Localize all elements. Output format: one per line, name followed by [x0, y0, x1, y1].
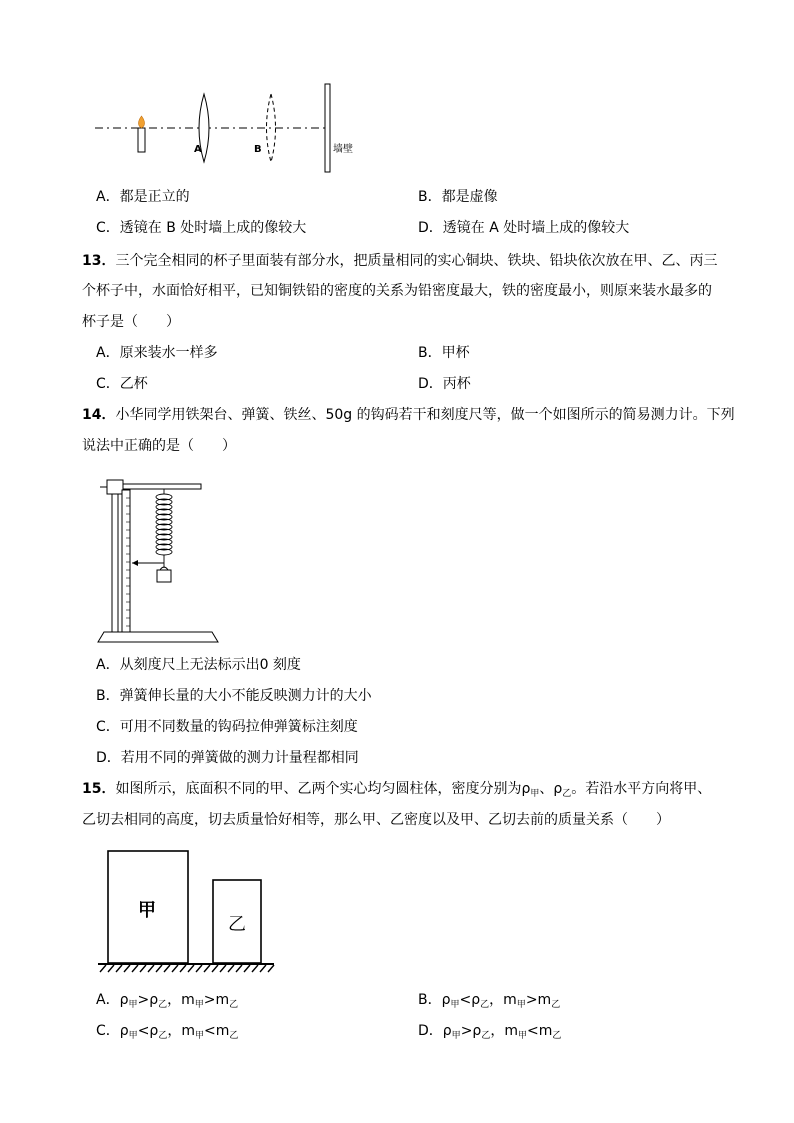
spring-icon [156, 489, 172, 568]
stand-base [98, 632, 218, 642]
q13-option-c[interactable]: C．乙杯 [96, 376, 148, 392]
lens-b [267, 94, 276, 162]
lens-figure [90, 80, 370, 175]
q13-option-d[interactable]: D．丙杯 [418, 376, 471, 392]
q14-stem-line-2: 说法中正确的是（ ） [82, 438, 236, 454]
q15-option-d[interactable]: D．$\rho_甲>\rho_乙$，$m_甲<m_乙$ [418, 1023, 562, 1041]
wall [325, 84, 330, 172]
stand-pole [112, 480, 118, 632]
q15-stem-line-1: 15．如图所示，底面积不同的甲、乙两个实心均匀圆柱体，密度分别为$\rho_甲$、$\rho_乙$。若沿水平方向将甲、 [82, 781, 712, 799]
candle-flame-icon [138, 116, 144, 128]
block-jia-label: 甲 [138, 900, 156, 921]
hook-weight [157, 570, 171, 582]
q14-stem-line-1: 14．小华同学用铁架台、弹簧、铁丝、50g 的钩码若干和刻度尺等，做一个如图所示的简易测力计。下列 [82, 407, 735, 423]
stand-arm [123, 484, 201, 489]
q13-option-b[interactable]: B．甲杯 [418, 345, 470, 361]
q15-stem-line-2: 乙切去相同的高度，切去质量恰好相等，那么甲、乙密度以及甲、乙切去前的质量关系（ ） [82, 812, 670, 828]
spring-scale-figure [92, 472, 224, 644]
block-yi-label: 乙 [228, 914, 246, 935]
label-b: B [254, 144, 262, 155]
q14-option-d[interactable]: D．若用不同的弹簧做的测力计量程都相同 [96, 750, 359, 766]
q14-option-b[interactable]: B．弹簧伸长量的大小不能反映测力计的大小 [96, 688, 372, 704]
q15-option-c[interactable]: C．$\rho_甲<\rho_乙$，$m_甲<m_乙$ [96, 1023, 239, 1041]
q12-option-a[interactable]: A．都是正立的 [96, 189, 190, 205]
q15-option-b[interactable]: B．$\rho_甲<\rho_乙$，$m_甲>m_乙$ [418, 992, 561, 1010]
stand-clamp [107, 480, 123, 494]
q13-stem-line-1: 13．三个完全相同的杯子里面装有部分水，把质量相同的实心铜块、铁块、铅块依次放在甲、乙、丙三 [82, 253, 718, 269]
q13-stem-line-2: 个杯子中，水面恰好相平，已知铜铁铅的密度的关系为铅密度最大，铁的密度最小，则原来装水最多的 [82, 283, 712, 299]
q13-stem-line-3: 杯子是（ ） [82, 314, 180, 330]
q12-option-d[interactable]: D．透镜在 A 处时墙上成的像较大 [418, 220, 630, 236]
q13-number: 13． [82, 253, 116, 269]
q14-option-a[interactable]: A．从刻度尺上无法标示出0 刻度 [96, 657, 301, 673]
candle [138, 128, 145, 152]
q15-number: 15． [82, 781, 116, 797]
q14-option-c[interactable]: C．可用不同数量的钩码拉伸弹簧标注刻度 [96, 719, 358, 735]
q13-option-a[interactable]: A．原来装水一样多 [96, 345, 218, 361]
label-wall: 墙壁 [333, 144, 353, 155]
label-a: A [194, 144, 202, 155]
q12-option-c[interactable]: C．透镜在 B 处时墙上成的像较大 [96, 220, 307, 236]
q15-option-a[interactable]: A．$\rho_甲>\rho_乙$，$m_甲>m_乙$ [96, 992, 239, 1010]
cylinders-figure [96, 848, 278, 974]
q12-option-b[interactable]: B．都是虚像 [418, 189, 498, 205]
q14-number: 14． [82, 407, 116, 423]
pointer-arrow-icon [132, 560, 138, 566]
ruler [122, 490, 130, 632]
